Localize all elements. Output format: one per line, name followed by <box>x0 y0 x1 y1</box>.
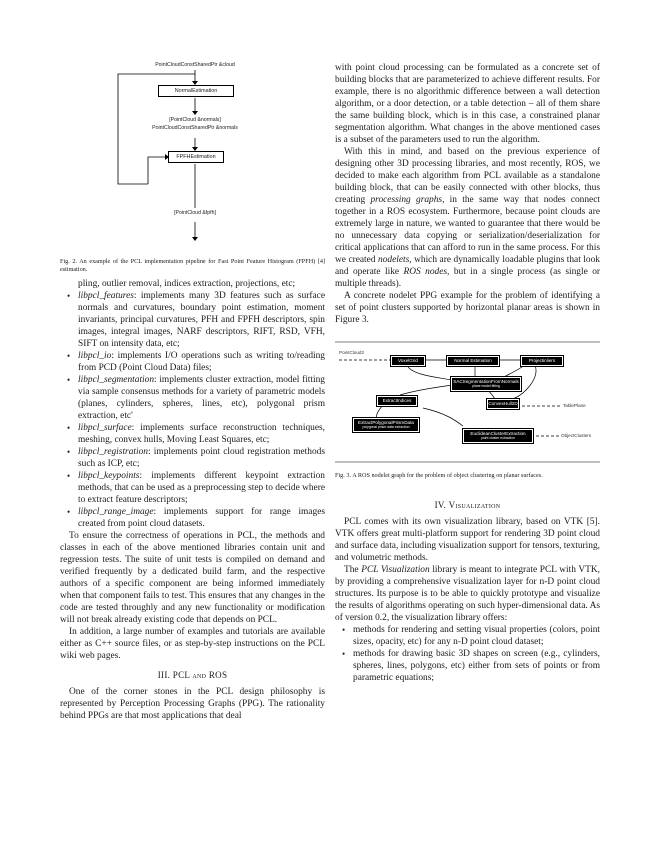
library-description: : implements I/O operations such as writing to/reading from PCD (Point Cloud Data) files; <box>78 351 325 373</box>
list-item <box>78 374 325 422</box>
paragraph-pcl-visualization: The PCL Visualization library is meant to integrate PCL with VTK, by providing a comprehensive visualization layer for n-D point cloud structures. Its purpose is to be able to quickly prototype and visualize the results of algorithms operating on such hyper-dimensional data. As of version 0.2, the visualization library offers: <box>335 565 600 623</box>
fig3-prism-subtitle: polygonal prism data extraction <box>362 425 410 429</box>
library-description: : implements surface reconstruction techniques, meshing, convex hulls, Moving Least Squares, etc; <box>78 423 325 445</box>
fig3-sac-subtitle: plane model fitting <box>472 384 500 388</box>
section-heading-4 <box>335 500 600 510</box>
library-list <box>60 290 325 530</box>
library-name: libpcl_features <box>78 291 134 301</box>
library-description: : implements many 3D features such as surface normals and curvatures, boundary point estimation, moment invariants, principal curvatures, PFH and FPFH descriptors, spin images, integral images, NARF descriptors, RIFT, RSD, VFH, SIFT on intensity data, etc; <box>78 291 325 349</box>
list-item <box>78 506 325 530</box>
fig3-sac-title: SACSegmentationFromNormals <box>453 379 519 384</box>
fig2-label-normals-2: PointCloudConstSharedPtr &normals <box>152 125 238 131</box>
list-item: • methods for rendering and setting visual properties (colors, point sizes, opacity, etc) for any n-D point cloud dataset; <box>353 624 600 648</box>
figure-2-diagram <box>60 0 325 248</box>
fig3-node-voxelgrid: VoxelGrid <box>391 356 425 366</box>
paragraph-building-blocks: with point cloud processing can be formulated as a concrete set of building blocks that are parameterized to achieve different results. For example, there is no algorithmic difference between a wall detection algorithm, or a door detection, or a table detection – all of them share the same building block, which is in this case, a constrained planar segmentation algorithm. What changes in the above mentioned cases is a subset of the parameters used to run the algorithm. <box>335 63 600 145</box>
right-column <box>335 0 600 684</box>
figure-3-caption: Fig. 3. A ROS nodelet graph for the problem of object clustering on planar surfaces. <box>335 472 543 479</box>
paragraph-nodelets: With this in mind, and based on the previous experience of designing other 3D processing libraries, and most recently, ROS, we decided to make each algorithm from PCL available as a standalone building block, that can be easily connected with other blocks, thus creating processing graphs, in the same way that nodes connect together in a ROS ecosystem. Furthermore, because point clouds are extremely large in nature, we wanted to guarantee that there would be no unnecessary data copying or serialization/deserialization for critical applications that can afford to run in the same process. For this we created nodelets, which are dynamically loadable plugins that look and operate like ROS nodes, but in a single process (as single or multiple threads). <box>335 147 601 289</box>
paragraph-vtk: PCL comes with its own visualization library, based on VTK [5]. VTK offers great multi-platform support for rendering 3D point cloud and surface data, including visualization support for tensors, texturing, and volumetric methods. <box>335 517 600 563</box>
fig3-input-label: PointCloud2 <box>339 350 365 355</box>
fig3-node-normal-estimation: Normal Estimation <box>447 356 499 366</box>
library-description: : implements different keypoint extraction methods, that can be used as a preprocessing step to decide where to extract feature descriptors; <box>78 471 325 505</box>
fig3-node-extract-prism <box>353 418 419 432</box>
fig3-output-table: TablePlane <box>563 403 586 408</box>
fig3-node-convex-hull: ConvexHull2D <box>487 399 519 409</box>
library-name: libpcl_registration <box>78 447 148 457</box>
list-item <box>78 350 325 374</box>
library-name: libpcl_keypoints <box>78 471 140 481</box>
paragraph-tests: To ensure the correctness of operations in PCL, the methods and classes in each of the above mentioned libraries contain unit and regression tests. The suite of unit tests is compiled on demand and verified frequently by a dedicated build farm, and the respective authors of a specific component are being informed immediately when that component fails to test. This ensures that any changes in the code are tested throughly and any new functionality or modification will not break already existing code that depends on PCL. <box>60 531 325 625</box>
fig2-box-fpfh-estimation: FPFHEstimation <box>168 151 224 163</box>
library-description: : implements cluster extraction, model fitting via sample consensus methods for a variety of parametric models (planes, cylinders, spheres, lines, etc), polygonal prism extraction, etc' <box>78 375 325 421</box>
left-column <box>60 0 325 722</box>
library-name: libpcl_io <box>78 351 112 361</box>
library-description: : implements support for range images created from point cloud datasets. <box>78 507 325 529</box>
figure-2-caption: Fig. 2. An example of the PCL implementation pipeline for Fast Point Feature Histogram (FPFH) [4] estimation. <box>60 258 325 273</box>
fig2-label-cloud: PointCloudConstSharedPtr &cloud <box>155 62 235 68</box>
list-item <box>78 422 325 446</box>
section-number: III. <box>157 670 171 680</box>
library-name: libpcl_surface <box>78 423 132 433</box>
section-number: IV. <box>434 500 447 510</box>
library-description: : implements point cloud registration methods such as ICP, etc; <box>78 447 325 469</box>
fig3-euclid-title: EuclideanClusterExtraction <box>470 431 526 436</box>
figure-3-diagram <box>335 338 600 466</box>
list-item <box>78 470 325 506</box>
section-title: Visualization <box>448 500 501 510</box>
fig3-node-sac-segmentation <box>451 377 521 391</box>
visualization-list <box>335 624 600 684</box>
fig3-prism-title: ExtractPolygonalPrismData <box>358 420 414 425</box>
list-item <box>78 290 325 350</box>
fig2-box-normal-estimation: NormalEstimation <box>158 85 234 97</box>
section-heading-3 <box>60 670 325 680</box>
fig3-node-euclidean-cluster <box>463 429 533 443</box>
fig3-node-project-inliers: Projectinliers <box>521 356 563 366</box>
fig3-node-extract-indices: ExtractIndices <box>377 396 417 406</box>
list-item: • methods for drawing basic 3D shapes on screen (e.g., cylinders, spheres, lines, polygons, etc) either from sets of points or from parametric equations; <box>353 648 600 684</box>
library-name: libpcl_range_image <box>78 507 154 517</box>
paragraph-figure-3-ref: A concrete nodelet PPG example for the problem of identifying a set of point clusters supported by horizontal planar areas is shown in Figure 3. <box>335 291 600 325</box>
library-name: libpcl_segmentation <box>78 375 155 385</box>
paragraph-examples: In addition, a large number of examples and tutorials are available either as C++ source files, or as step-by-step instructions on the PCL wiki web pages. <box>60 627 325 661</box>
fig3-euclid-subtitle: point cluster extraction <box>481 436 515 440</box>
paragraph-ppg: One of the corner stones in the PCL design philosophy is represented by Perception Processing Graphs (PPG). The rationality behind PPGs are that most applications that deal <box>60 687 325 721</box>
section-title: PCL and ROS <box>172 670 228 680</box>
fig2-label-normals-1: [PointCloud &normals] <box>169 117 221 123</box>
fig3-output-objects: ObjectClusters <box>561 433 592 438</box>
left-continuation-text: pling, outlier removal, indices extraction, projections, etc; <box>78 279 296 289</box>
fig2-label-fpfh: [PointCloud &fpfh] <box>174 210 216 216</box>
list-item <box>78 446 325 470</box>
